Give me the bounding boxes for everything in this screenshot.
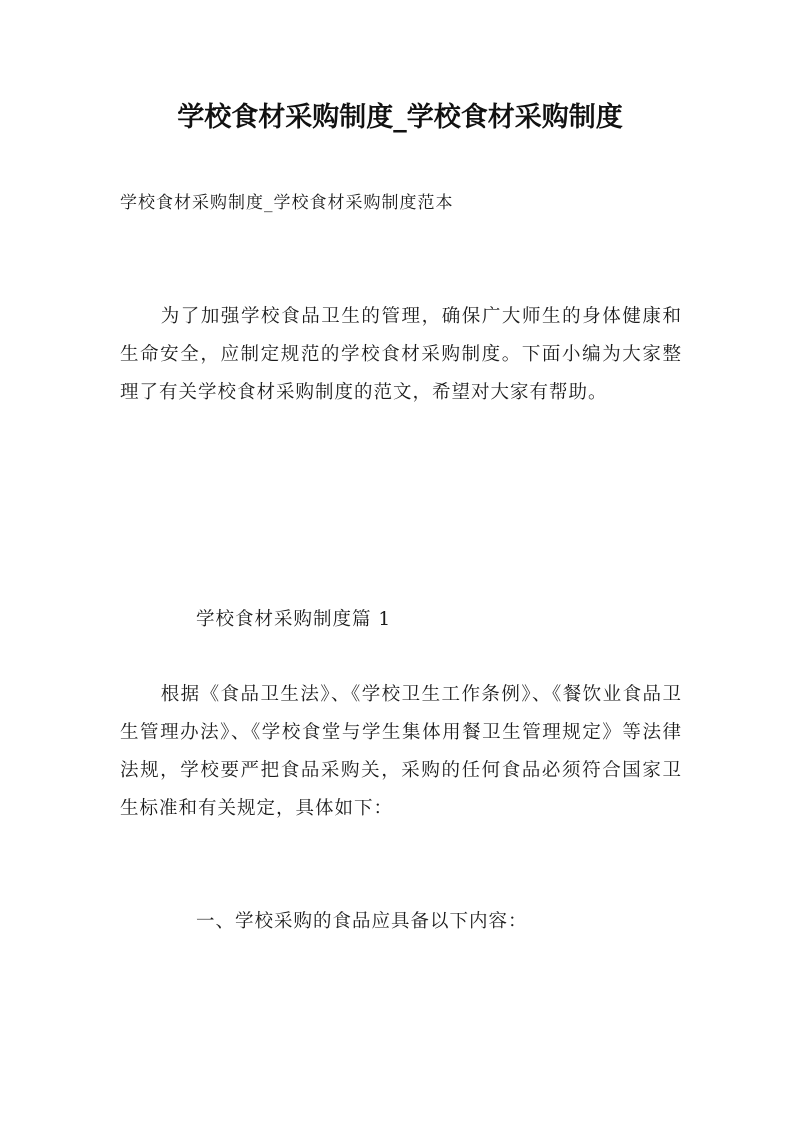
intro-paragraph: 为了加强学校食品卫生的管理，确保广大师生的身体健康和生命安全，应制定规范的学校食材采购制度。下面小编为大家整理了有关学校食材采购制度的范文，希望对大家有帮助。	[120, 306, 682, 403]
section-heading: 学校食材采购制度篇 1	[196, 609, 392, 630]
section-body-paragraph: 根据《食品卫生法》、《学校卫生工作条例》、《餐饮业食品卫生管理办法》、《学校食堂与学生集体用餐卫生管理规定》等法律法规，学校要严把食品采购关，采购的任何食品必须符合国家卫生标准和有关规定，具体如下：	[120, 684, 682, 819]
document-title: 学校食材采购制度_学校食材采购制度	[177, 102, 623, 133]
list-item-heading: 一、学校采购的食品应具备以下内容：	[196, 911, 528, 932]
document-subtitle: 学校食材采购制度_学校食材采购制度范本	[120, 193, 454, 213]
